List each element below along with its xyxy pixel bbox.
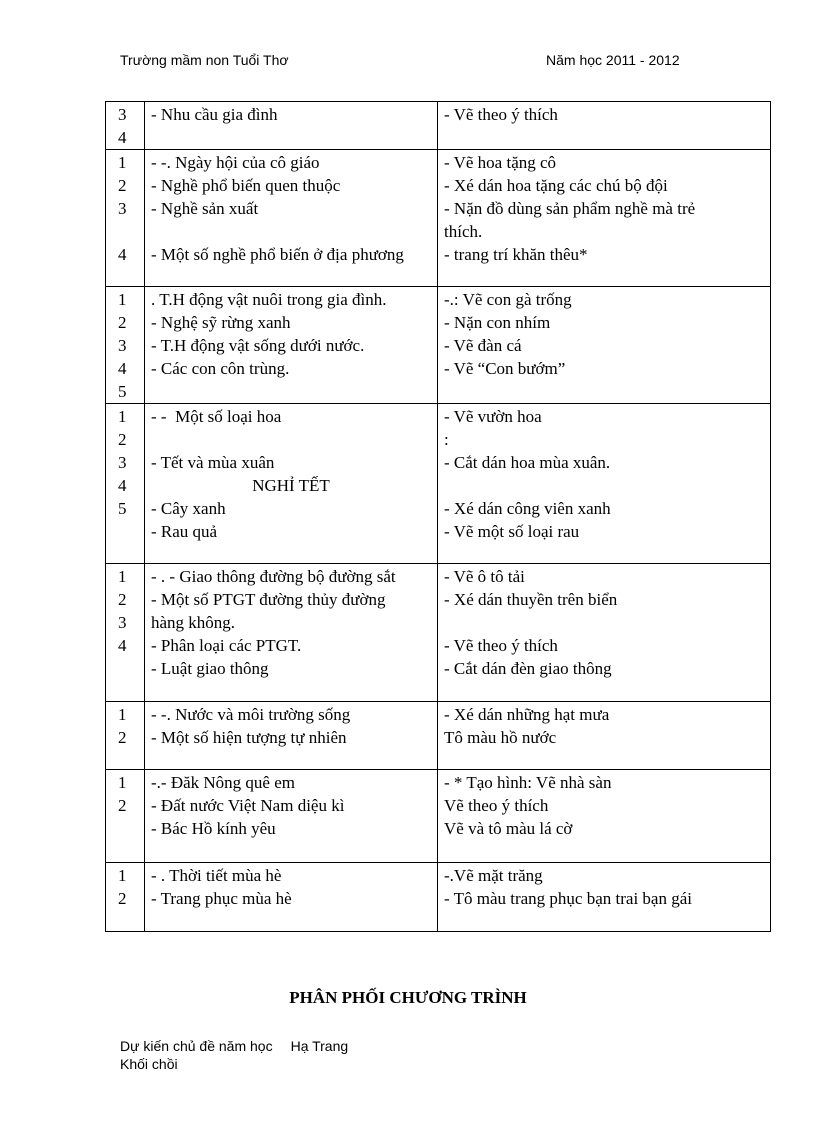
topic-cell xyxy=(145,150,438,287)
cell-line: 2 xyxy=(118,889,127,908)
cell-line: - Vẽ hoa tặng cô xyxy=(444,153,557,172)
cell-line: 1 xyxy=(118,153,127,172)
table-row xyxy=(106,564,771,702)
footer-label: Dự kiến chủ đề năm học xyxy=(120,1038,273,1054)
cell-line: - Xé dán thuyền trên biển xyxy=(444,590,618,609)
table-row xyxy=(106,287,771,404)
cell-line: - Trang phục mùa hè xyxy=(151,889,292,908)
cell-line: - - Một số loại hoa xyxy=(151,407,282,426)
cell-line: 2 xyxy=(118,796,127,815)
footer-line-2: Khối chồi xyxy=(120,1056,178,1072)
school-name: Trường mầm non Tuổi Thơ xyxy=(120,52,289,68)
activity-cell xyxy=(438,770,771,863)
cell-line: - . Thời tiết mùa hè xyxy=(151,866,282,885)
cell-line: -.- Đăk Nông quê em xyxy=(151,773,295,792)
cell-line: - Nghề sản xuất xyxy=(151,199,259,218)
cell-line: - trang trí khăn thêu* xyxy=(444,245,588,264)
cell-line: - Cắt dán hoa mùa xuân. xyxy=(444,453,611,472)
cell-line: -.Vẽ mặt trăng xyxy=(444,866,543,885)
cell-line: - Một số nghề phổ biến ở địa phương xyxy=(151,245,404,264)
cell-line: - -. Nước và môi trường sống xyxy=(151,705,351,724)
cell-line: . T.H động vật nuôi trong gia đình. xyxy=(151,290,387,309)
table-row xyxy=(106,404,771,564)
cell-line: 3 xyxy=(118,199,127,218)
activity-cell xyxy=(438,287,771,404)
cell-line: - Vẽ một số loại rau xyxy=(444,522,580,541)
activity-cell xyxy=(438,702,771,770)
cell-line: Tô màu hồ nước xyxy=(444,728,557,747)
cell-line: - Luật giao thông xyxy=(151,659,269,678)
footer-name: Hạ Trang xyxy=(290,1038,349,1054)
cell-line: 2 xyxy=(118,176,127,195)
cell-line: 1 xyxy=(118,290,127,309)
cell-line: - Vẽ ô tô tải xyxy=(444,567,525,586)
cell-line: 5 xyxy=(118,499,127,518)
activity-cell xyxy=(438,150,771,287)
cell-line: - Vẽ “Con bướm” xyxy=(444,359,566,378)
week-numbers-cell xyxy=(106,702,145,770)
table-row xyxy=(106,863,771,932)
week-numbers-cell xyxy=(106,287,145,404)
cell-line: - Nhu cầu gia đình xyxy=(151,105,278,124)
cell-line: - Vẽ đàn cá xyxy=(444,336,522,355)
program-table xyxy=(105,101,771,932)
cell-line: Vẽ theo ý thích xyxy=(444,796,549,815)
topic-cell xyxy=(145,102,438,150)
cell-line: - . - Giao thông đường bộ đường sắt xyxy=(151,567,396,586)
activity-cell xyxy=(438,863,771,932)
cell-line: - Nghệ sỹ rừng xanh xyxy=(151,313,291,332)
cell-line: : xyxy=(444,430,449,449)
cell-line: - Cây xanh xyxy=(151,499,226,518)
table-row xyxy=(106,702,771,770)
cell-line: 1 xyxy=(118,866,127,885)
cell-line: 2 xyxy=(118,728,127,747)
activity-cell xyxy=(438,404,771,564)
cell-line: - Một số hiện tượng tự nhiên xyxy=(151,728,347,747)
cell-line: 2 xyxy=(118,430,127,449)
activity-cell xyxy=(438,102,771,150)
cell-line: -.: Vẽ con gà trống xyxy=(444,290,572,309)
document-title: PHÂN PHỐI CHƯƠNG TRÌNH xyxy=(289,988,527,1007)
cell-line: 1 xyxy=(118,567,127,586)
topic-cell xyxy=(145,287,438,404)
cell-line: 1 xyxy=(118,773,127,792)
week-numbers-cell xyxy=(106,863,145,932)
cell-line: 4 xyxy=(118,128,127,147)
cell-line: - Nặn đồ dùng sản phẩm nghề mà trẻ xyxy=(444,199,696,218)
cell-line: 3 xyxy=(118,336,127,355)
table-row xyxy=(106,770,771,863)
topic-cell xyxy=(145,770,438,863)
cell-line: - Đất nước Việt Nam diệu kì xyxy=(151,796,345,815)
cell-line: 4 xyxy=(118,636,127,655)
cell-line xyxy=(151,428,431,451)
topic-cell xyxy=(145,564,438,702)
topic-cell xyxy=(145,702,438,770)
cell-line: - Tết và mùa xuân xyxy=(151,453,275,472)
cell-line: - Nặn con nhím xyxy=(444,313,551,332)
week-numbers-cell xyxy=(106,404,145,564)
school-year: Năm học 2011 - 2012 xyxy=(546,52,680,68)
cell-line: - Tô màu trang phục bạn trai bạn gái xyxy=(444,889,692,908)
cell-line: 4 xyxy=(118,476,127,495)
cell-line: - Cắt dán đèn giao thông xyxy=(444,659,612,678)
cell-line: - Nghề phổ biến quen thuộc xyxy=(151,176,341,195)
table-row xyxy=(106,102,771,150)
cell-line: - Bác Hồ kính yêu xyxy=(151,819,276,838)
week-numbers-cell xyxy=(106,770,145,863)
topic-cell xyxy=(145,404,438,564)
cell-line: - Một số PTGT đường thủy đường xyxy=(151,590,386,609)
cell-line: hàng không. xyxy=(151,613,236,632)
week-numbers-cell xyxy=(106,564,145,702)
activity-cell xyxy=(438,564,771,702)
cell-line: - Xé dán hoa tặng các chú bộ đội xyxy=(444,176,668,195)
cell-line: - Các con côn trùng. xyxy=(151,359,290,378)
cell-line xyxy=(444,611,764,634)
cell-line: 4 xyxy=(118,245,127,264)
cell-line: 3 xyxy=(118,105,127,124)
cell-line: NGHỈ TẾT xyxy=(252,476,330,495)
cell-line: - T.H động vật sống dưới nước. xyxy=(151,336,365,355)
cell-line: - Vẽ vườn hoa xyxy=(444,407,542,426)
cell-line: - Xé dán những hạt mưa xyxy=(444,705,610,724)
cell-line xyxy=(118,220,144,243)
cell-line: - Vẽ theo ý thích xyxy=(444,105,558,124)
cell-line: - Vẽ theo ý thích xyxy=(444,636,558,655)
cell-line: 3 xyxy=(118,613,127,632)
cell-line: 2 xyxy=(118,313,127,332)
cell-line: thích. xyxy=(444,222,483,241)
week-numbers-cell xyxy=(106,102,145,150)
cell-line: 1 xyxy=(118,407,127,426)
cell-line xyxy=(444,474,764,497)
cell-line: - -. Ngày hội của cô giáo xyxy=(151,153,320,172)
cell-line: 4 xyxy=(118,359,127,378)
cell-line: Vẽ và tô màu lá cờ xyxy=(444,819,573,838)
week-numbers-cell xyxy=(106,150,145,287)
cell-line: - Rau quả xyxy=(151,522,218,541)
cell-line: - Phân loại các PTGT. xyxy=(151,636,302,655)
cell-line xyxy=(151,220,431,243)
topic-cell xyxy=(145,863,438,932)
cell-line: - * Tạo hình: Vẽ nhà sàn xyxy=(444,773,612,792)
cell-line: 2 xyxy=(118,590,127,609)
cell-line: 5 xyxy=(118,382,127,401)
cell-line: 1 xyxy=(118,705,127,724)
table-row xyxy=(106,150,771,287)
cell-line: 3 xyxy=(118,453,127,472)
footer-line-1 xyxy=(120,1038,348,1054)
cell-line: - Xé dán công viên xanh xyxy=(444,499,611,518)
